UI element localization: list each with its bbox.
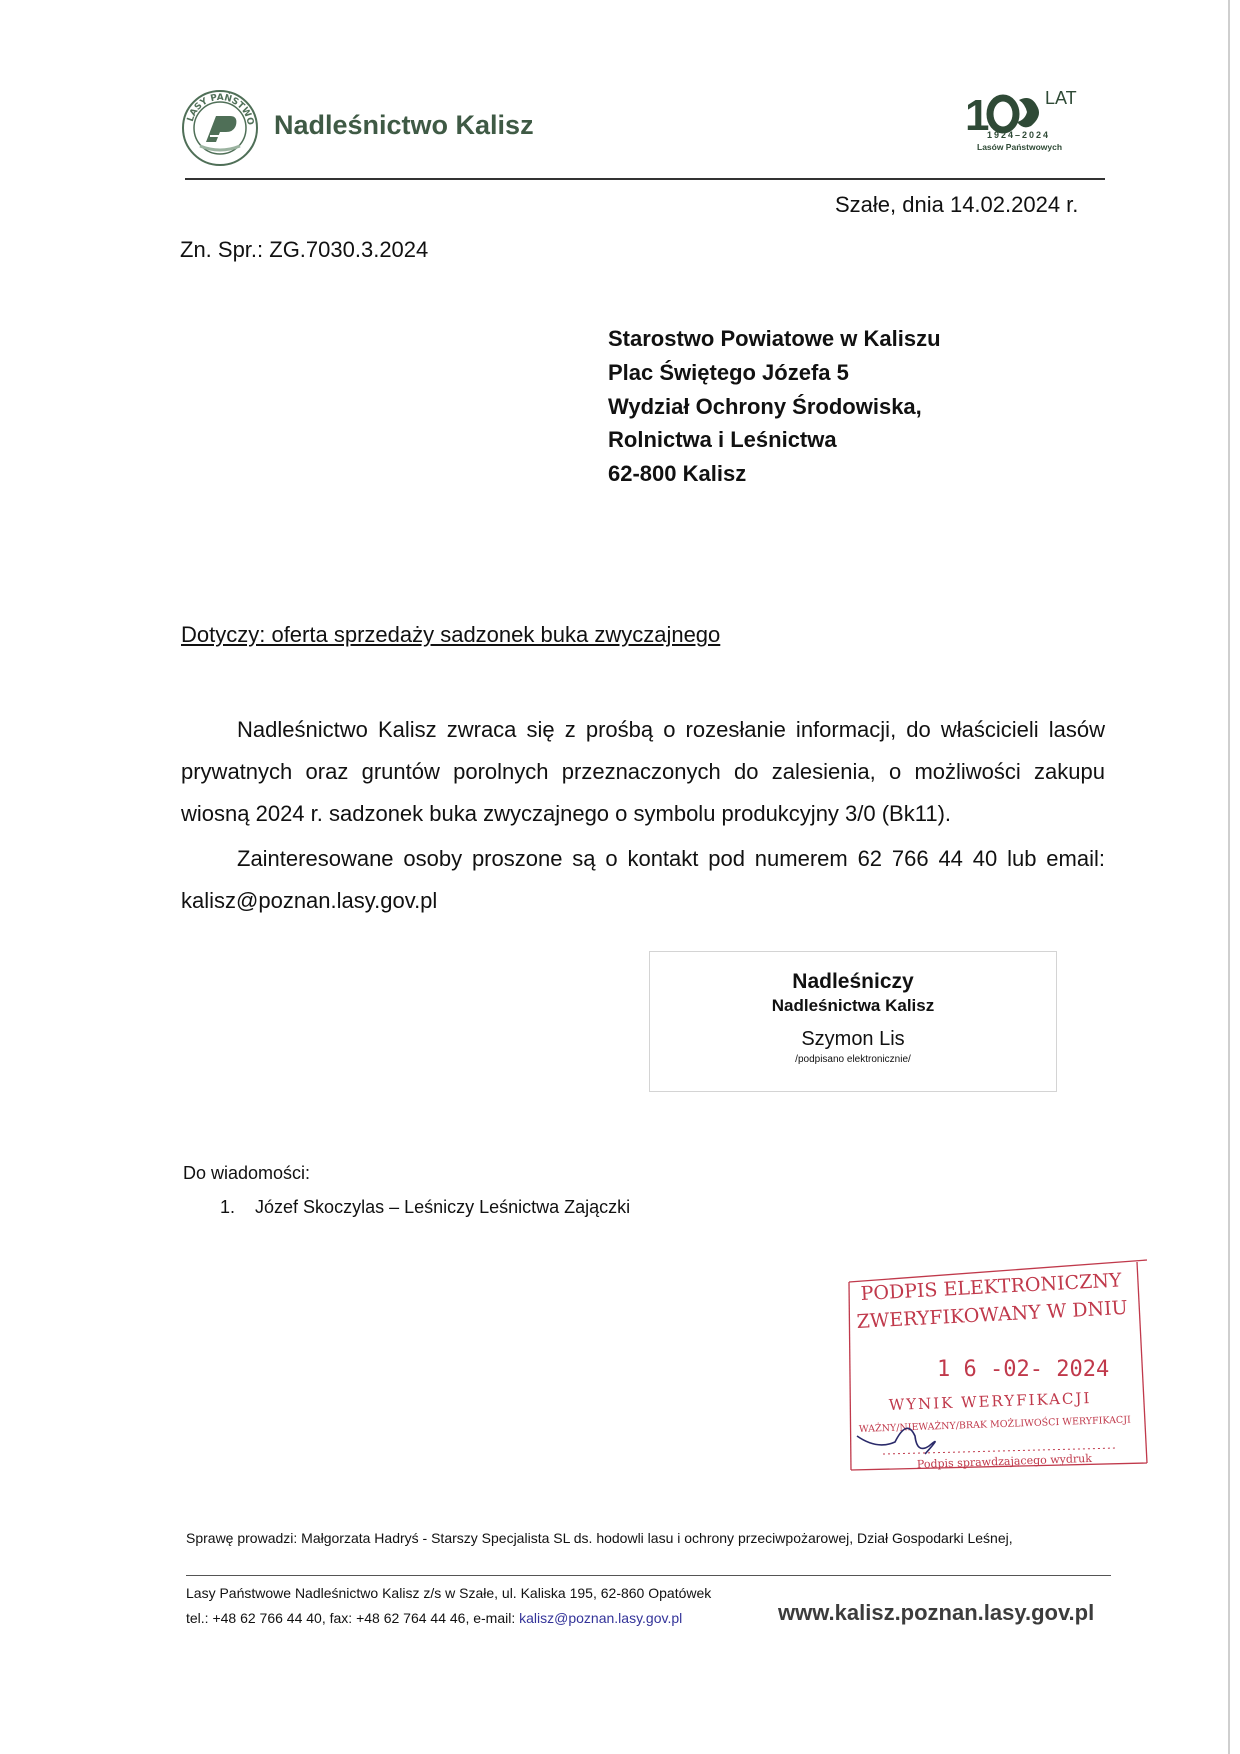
- logo-subtitle: Lasów Państwowych: [977, 142, 1063, 152]
- lasy-panstwowe-logo: [180, 88, 260, 168]
- addressee-line-2: Plac Świętego Józefa 5: [608, 360, 849, 385]
- organization-name: Nadleśnictwo Kalisz: [274, 110, 534, 140]
- cc-item-number: 1.: [220, 1197, 236, 1217]
- scan-edge: [1228, 0, 1230, 1754]
- body-paragraph-1: Nadleśnictwo Kalisz zwraca się z prośbą o rozesłanie informacji, do właścicieli lasów prywatnych oraz gruntów porolnych przeznaczonych do zalesienia, o możliwości zakupu wiosną 2024 r. sadzonek buka zwyczajnego o symbolu produkcyjny 3/0 (Bk11).: [181, 717, 1105, 826]
- lat-text: LAT: [1045, 88, 1077, 108]
- signature-unit: Nadleśnictwa Kalisz: [771, 996, 935, 1015]
- signature-block: [649, 951, 1057, 1092]
- case-handler: Sprawę prowadzi: Małgorzata Hadryś - Starszy Specjalista SL ds. hodowli lasu i ochrony przeciwpożarowej, Dział Gospodarki Leśnej,: [186, 1530, 1013, 1546]
- footer-divider: [186, 1575, 1111, 1576]
- addressee-line-3: Wydział Ochrony Środowiska,: [608, 394, 922, 419]
- addressee-line-4: Rolnictwa i Leśnictwa: [608, 427, 837, 452]
- addressee-line-1: Starostwo Powiatowe w Kaliszu: [608, 326, 941, 351]
- 100-lat-lasow-logo: [965, 86, 1095, 156]
- signature-note: /podpisano elektronicznie/: [795, 1054, 911, 1065]
- svg-text:LASY PAŃSTWOWE: LASY PAŃSTWO: [185, 92, 255, 127]
- stamp-result-title: WYNIK WERYFIKACJI: [888, 1388, 1092, 1414]
- reference-number: Zn. Spr.: ZG.7030.3.2024: [180, 237, 429, 262]
- stamp-line-2: ZWERYFIKOWANY W DNIU: [856, 1296, 1129, 1333]
- footer-website-link[interactable]: www.kalisz.poznan.lasy.gov.pl: [778, 1600, 1095, 1625]
- cc-item-text: Józef Skoczylas – Leśniczy Leśnictwa Zajączki: [255, 1197, 631, 1217]
- footer-contact: [186, 1610, 682, 1626]
- header-divider: [185, 178, 1105, 180]
- cc-title: Do wiadomości:: [183, 1163, 311, 1183]
- stamp-signature-caption: Podpis sprawdzającego wydruk: [916, 1451, 1093, 1471]
- stamp-date: 1 6 -02- 2024: [937, 1357, 1110, 1382]
- cc-list-item: [220, 1197, 630, 1218]
- svg-text:1: 1: [965, 91, 990, 140]
- date-line: Szałe, dnia 14.02.2024 r.: [835, 192, 1079, 217]
- footer-address: Lasy Państwowe Nadleśnictwo Kalisz z/s w Szałe, ul. Kaliska 195, 62-860 Opatówek: [186, 1585, 712, 1601]
- addressee-line-5: 62-800 Kalisz: [608, 461, 747, 486]
- footer-phone-fax: tel.: +48 62 766 44 40, fax: +48 62 764 44 46, e-mail:: [186, 1610, 520, 1626]
- stamp-line-1: PODPIS ELEKTRONICZNY: [860, 1269, 1122, 1305]
- verification-stamp: [847, 1258, 1150, 1473]
- signature-role: Nadleśniczy: [792, 970, 914, 993]
- signature-name: Szymon Lis: [801, 1028, 905, 1050]
- stamp-result-options: WAŻNY/NIEWAŻNY/BRAK MOŻLIWOŚCI WERYFIKACJI: [858, 1414, 1131, 1435]
- footer-email-link[interactable]: kalisz@poznan.lasy.gov.pl: [519, 1610, 683, 1626]
- subject-line: Dotyczy: oferta sprzedaży sadzonek buka zwyczajnego: [181, 622, 721, 647]
- years-text: 1924–2024: [987, 130, 1051, 140]
- body-paragraph-2: Zainteresowane osoby proszone są o kontakt pod numerem 62 766 44 40 lub email: kalisz@poznan.lasy.gov.pl: [181, 846, 1105, 913]
